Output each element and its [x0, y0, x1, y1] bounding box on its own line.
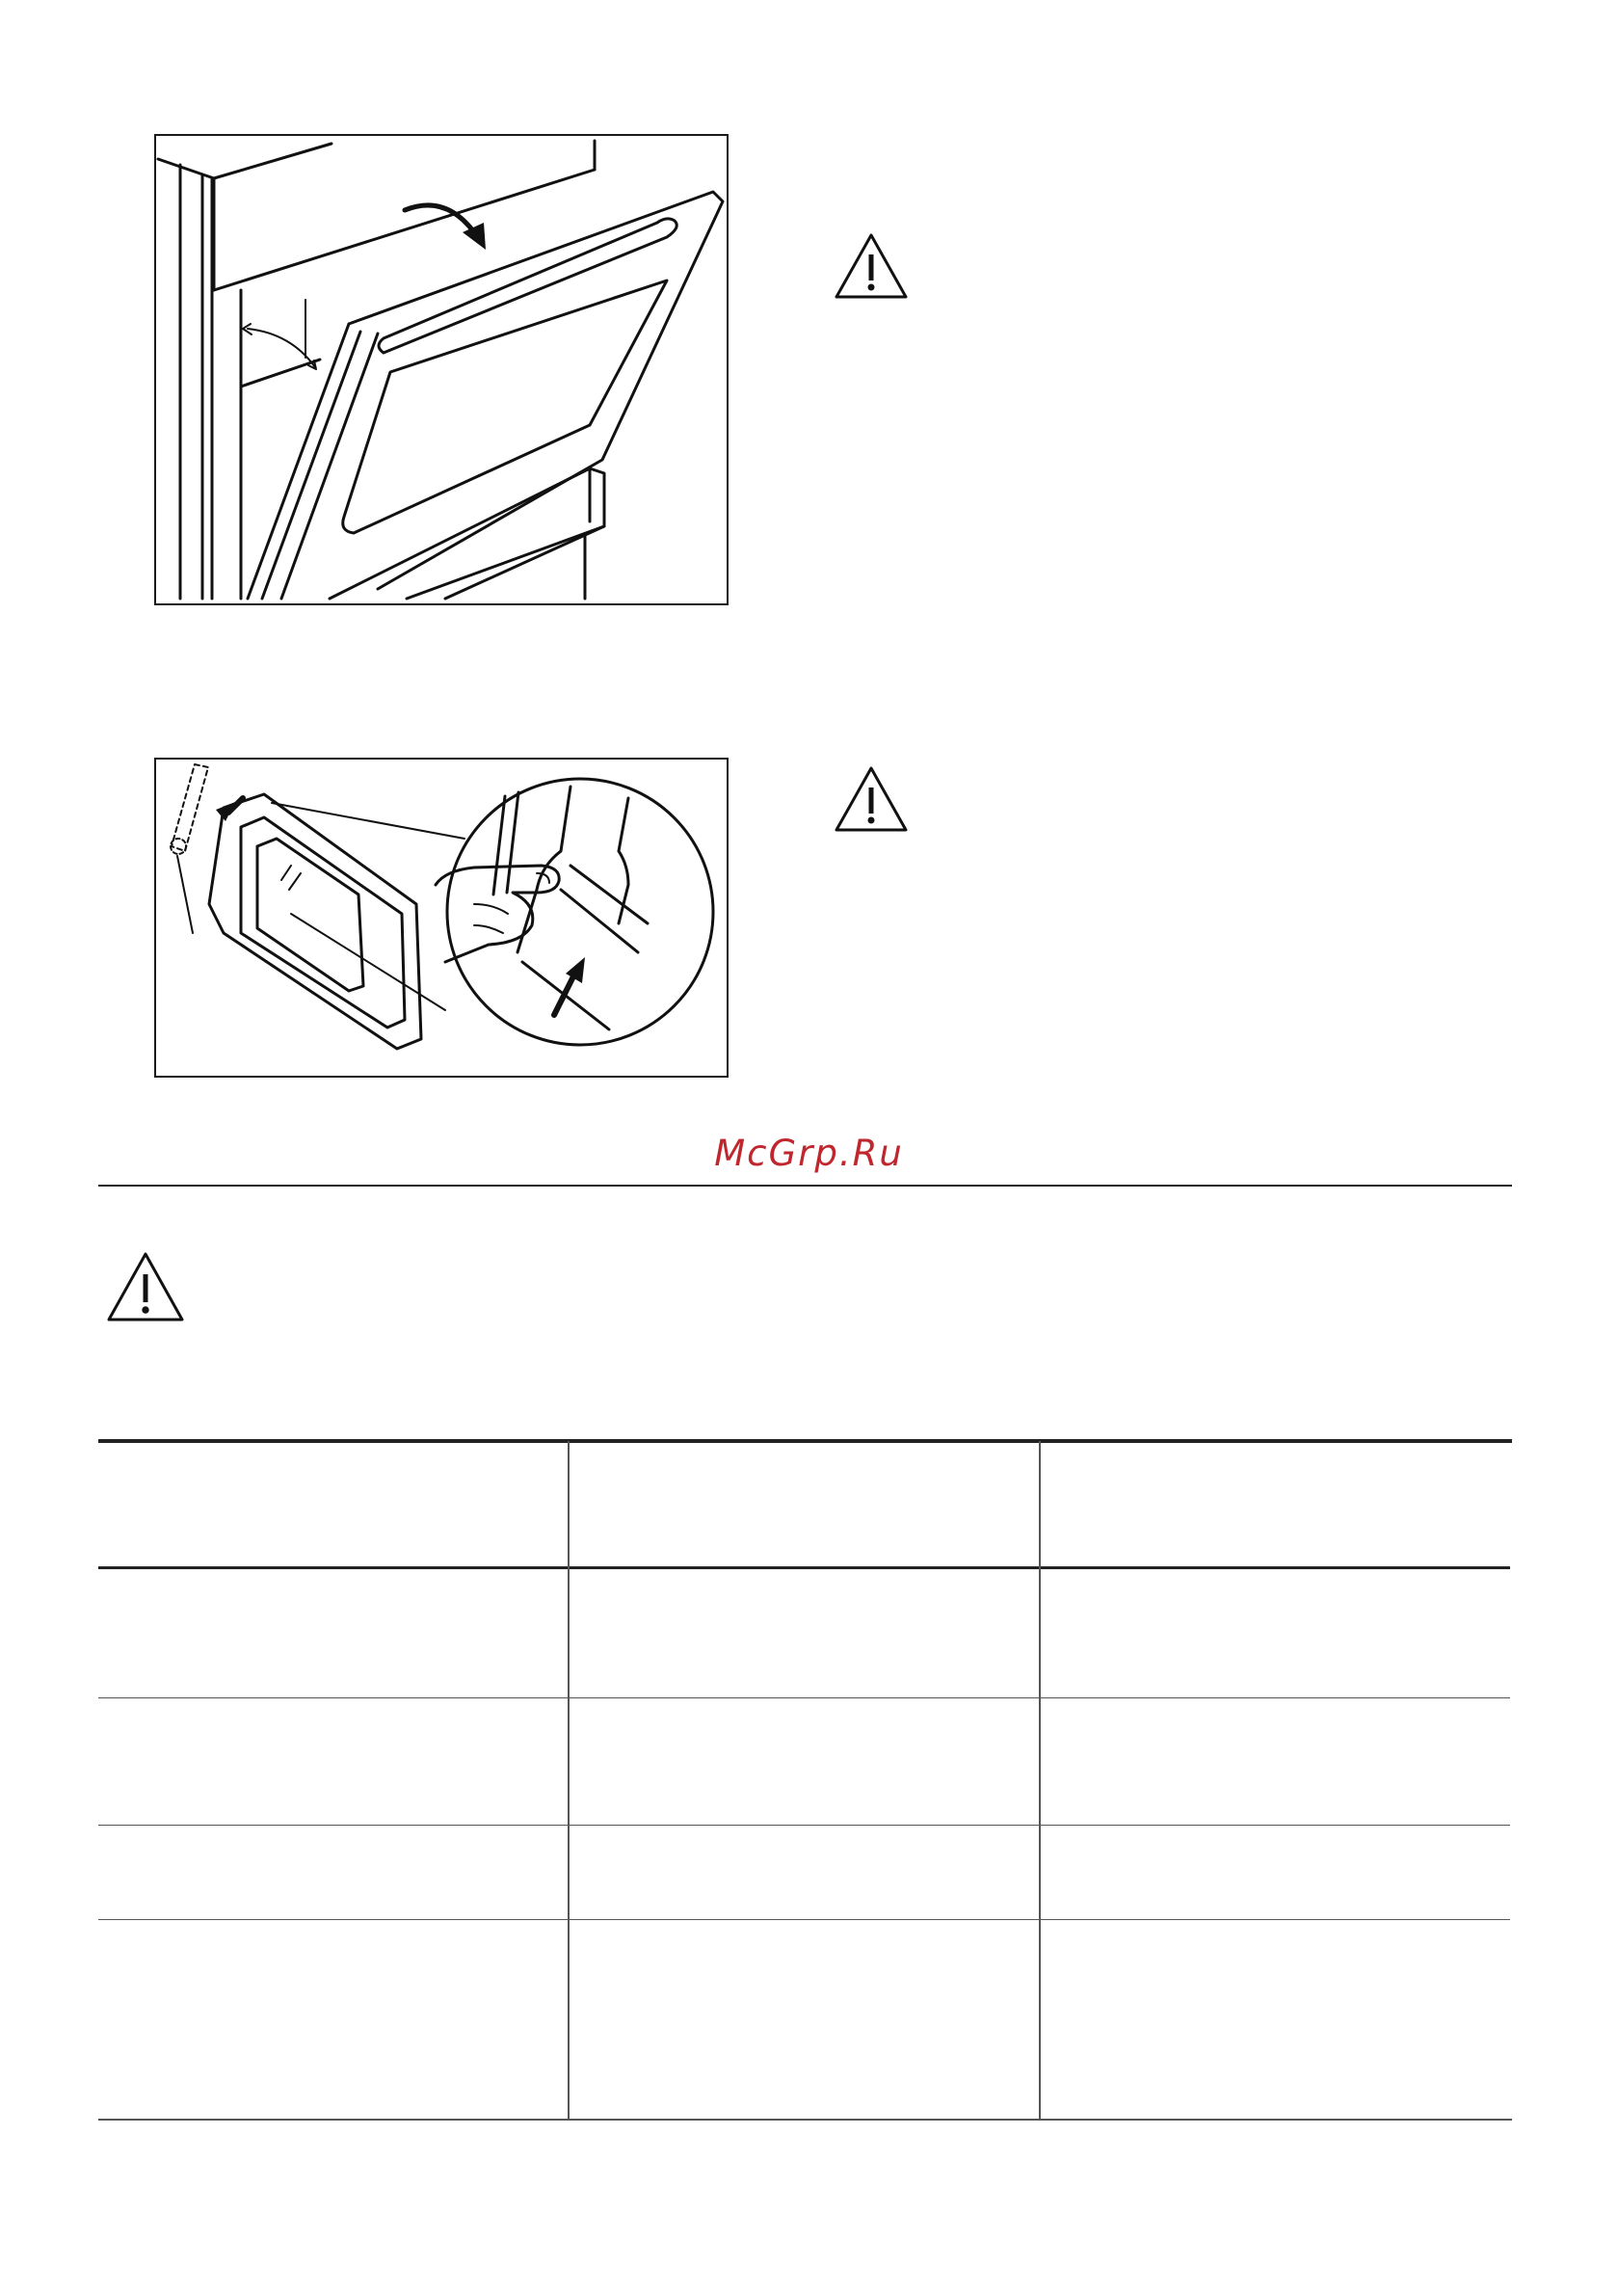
table-row-rule	[98, 1825, 1510, 1826]
watermark: McGrp.Ru	[714, 1133, 904, 1174]
oven-door-hinge-diagram	[156, 136, 727, 603]
table-top-rule	[98, 1439, 1512, 1443]
oven-door-open-illustration	[154, 134, 729, 605]
table-header-rule	[98, 1566, 1510, 1569]
table-column-divider	[568, 1441, 570, 2120]
table-row-rule	[98, 1919, 1510, 1920]
section-divider	[98, 1185, 1512, 1187]
warning-triangle-icon	[833, 764, 910, 834]
table-row-rule	[98, 1697, 1510, 1698]
door-glass-release-diagram	[156, 760, 727, 1076]
warning-triangle-icon	[105, 1250, 186, 1323]
table-bottom-rule	[98, 2119, 1512, 2121]
door-glass-removal-illustration	[154, 758, 729, 1078]
table-column-divider	[1039, 1441, 1041, 2120]
warning-triangle-icon	[833, 231, 910, 301]
